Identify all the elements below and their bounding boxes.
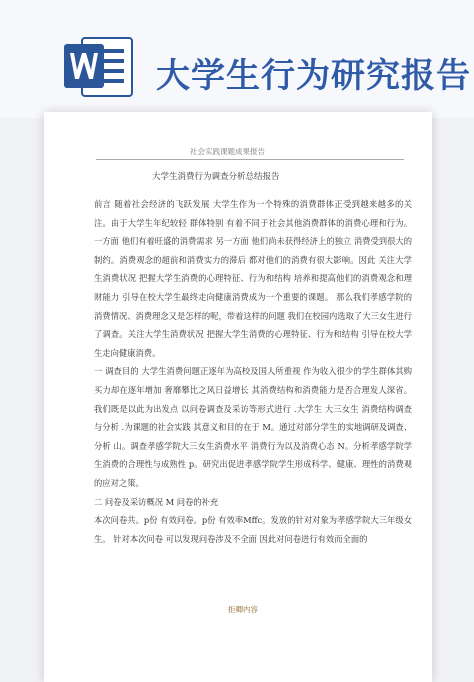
paragraph-survey: 本次问卷共。p份 有效问卷。p份 有效率Mffc。发放的针对对象为孝感学院大三年级女生。 针对本次问卷 可以发现问卷涉及不全面 因此对问卷进行有效而全面的: [94, 515, 412, 544]
banner: [0, 0, 474, 118]
document-header-label: 社会实践课题成果报告: [190, 147, 265, 156]
banner-title: 大学生行为研究报告: [156, 56, 471, 96]
document-title: 大学生消费行为调查分析总结报告: [152, 172, 280, 182]
header-divider: [96, 159, 404, 160]
word-document-icon: [60, 32, 138, 100]
watermark-text: 拒卿内容: [228, 605, 258, 614]
paragraph-purpose: 一 调查目的 大学生消费问题正逐年为高校及国人所重视 作为收入很少的学生群体其购买力却在逐年增加 奢靡攀比之风日益增长 其消费结构和消费能力是否合理发人深省。我们既是以此为出发点 以问卷调查及采访等形式进行 .大学生 大三女生 消费结构调查与分析 .为课题的社会实践 其意义和目的在于 M。通过对部分学生的实地调研及调查、分析 山。调查孝感学院大三女生消费水平 消费行为以及消费心态 N。分析孝感学院学生消费的合理性与成熟性 p。研究出促进孝感学院学生形成科学、健康、理性的消费观的应对之策。: [94, 366, 412, 488]
paragraph-section-heading: 二 问卷及采访概况 M 问卷的补充: [94, 496, 219, 507]
document-body: [94, 195, 412, 548]
paragraph-intro: 前言 随着社会经济的飞跃发展 大学生作为一个特殊的消费群体正受到越来越多的关注。由于大学生年纪较轻 群体特别 有着不同于社会其他消费群体的消费心理和行为。一方面 他们有着旺盛的消费需求 另一方面 他们尚未获得经济上的独立 消费受到很大的制约。消费观念的超前和消费实力的滞后 都对他们的消费有很大影响。因此 关注大学生消费状况 把握大学生消费的心理特征、行为和结构 培养和提高他们的消费观念和理财能力 引导在校大学生最终走向健康消费成为一个重要的课题。 那么我们孝感学院的消费情况、消费理念又是怎样的呢，带着这样的问题 我们在校园内选取了大三女生进行了调查。关注大学生消费状况 把握大学生消费的心理特征、行为和结构 引导在校大学生走向健康消费。: [94, 199, 412, 358]
